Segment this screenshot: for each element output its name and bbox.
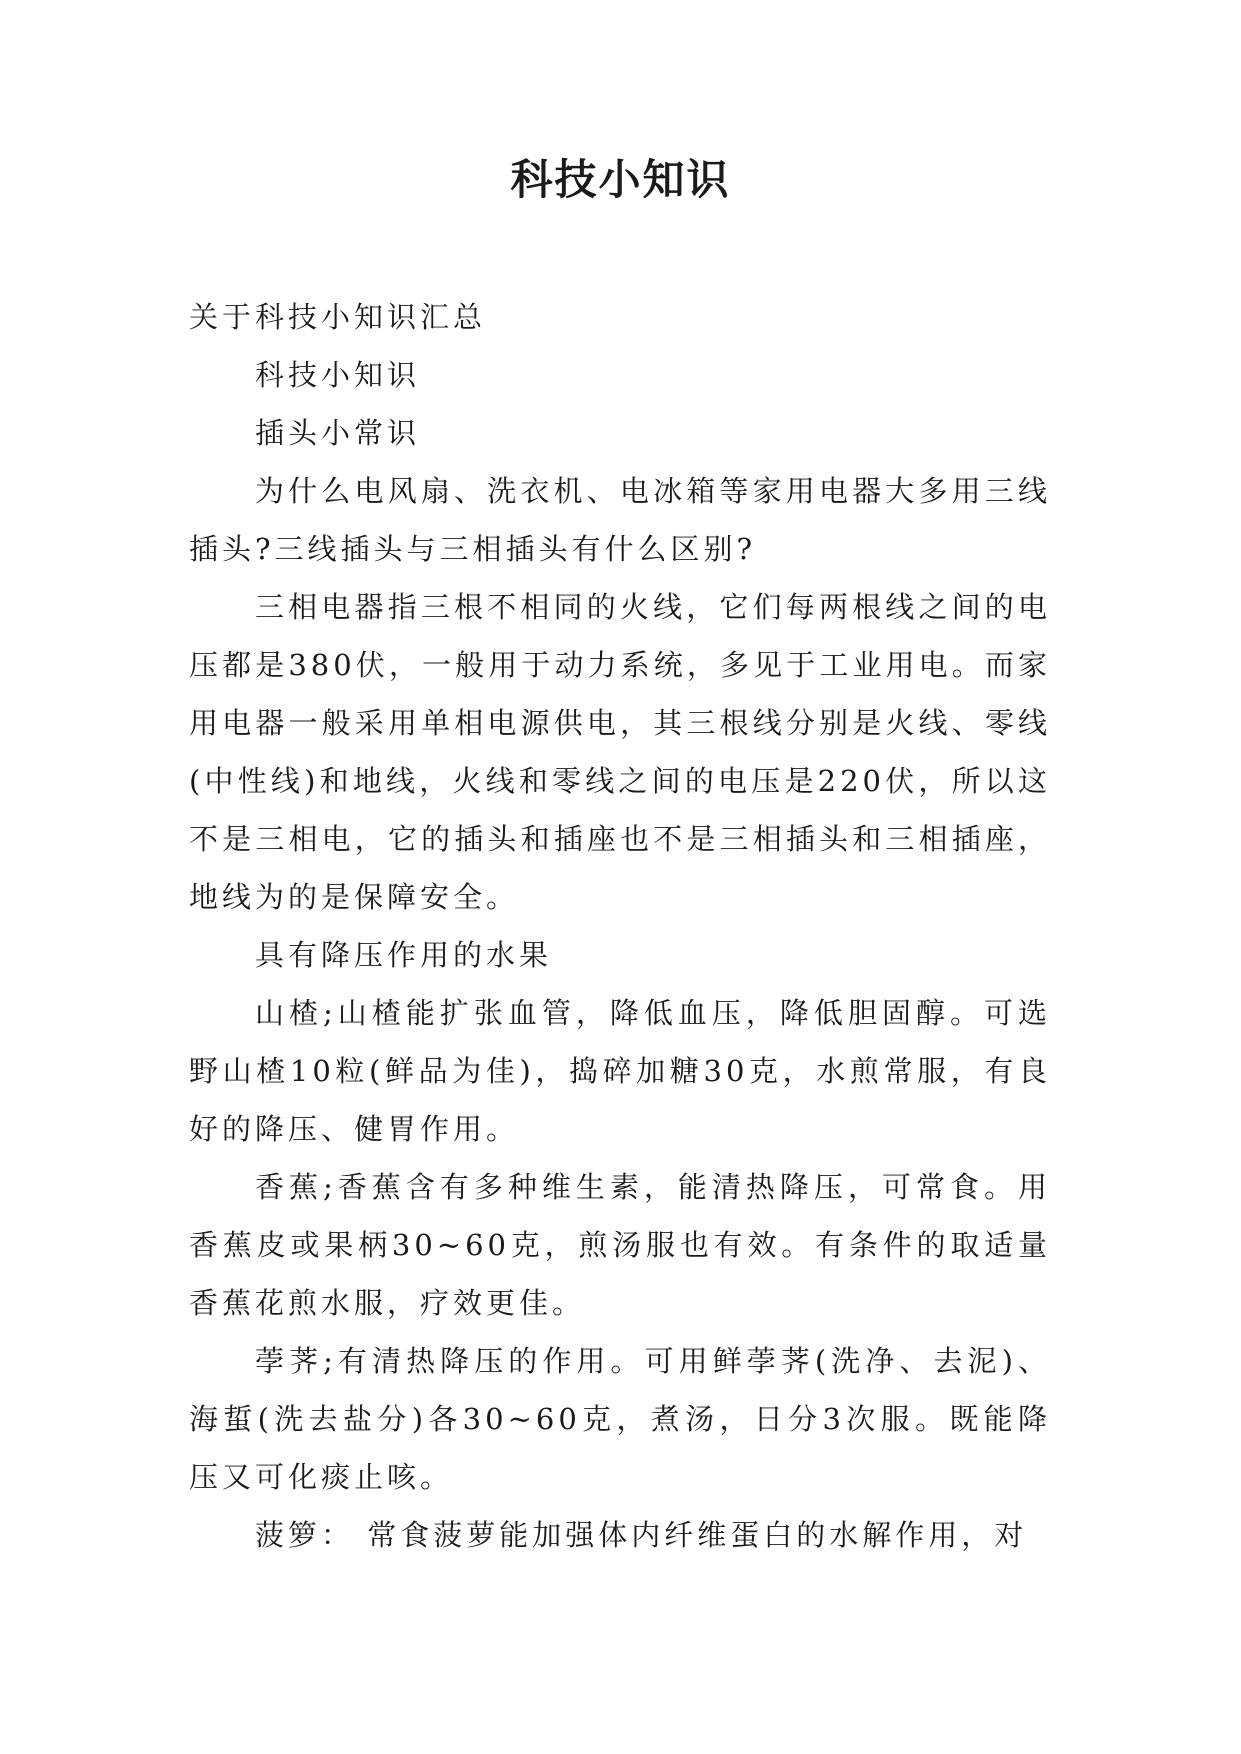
subsection-heading-fruits: 具有降压作用的水果 [255, 938, 553, 972]
document-body [189, 288, 1051, 1564]
collection-heading: 关于科技小知识汇总 [189, 300, 487, 334]
paragraph-banana: 香蕉;香蕉含有多种维生素，能清热降压，可常食。用香蕉皮或果柄30~60克，煎汤服也有效。有条件的取适量香蕉花煎水服，疗效更佳。 [189, 1170, 1051, 1320]
subsection-heading-plug: 插头小常识 [255, 416, 421, 450]
paragraph-plug-question: 为什么电风扇、洗衣机、电冰箱等家用电器大多用三线插头?三线插头与三相插头有什么区别? [189, 474, 1051, 566]
document-title: 科技小知识 [510, 155, 731, 204]
paragraph-plug-answer: 三相电器指三根不相同的火线，它们每两根线之间的电压都是380伏，一般用于动力系统，多见于工业用电。而家用电器一般采用单相电源供电，其三根线分别是火线、零线(中性线)和地线，火线和零线之间的电压是220伏，所以这不是三相电，它的插头和插座也不是三相插头和三相插座，地线为的是保障安全。 [189, 590, 1051, 914]
section-heading: 科技小知识 [255, 358, 421, 392]
paragraph-water-chestnut: 荸荠;有清热降压的作用。可用鲜荸荠(洗净、去泥)、海蜇(洗去盐分)各30~60克，煮汤，日分3次服。既能降压又可化痰止咳。 [189, 1344, 1051, 1494]
paragraph-hawthorn: 山楂;山楂能扩张血管，降低血压，降低胆固醇。可选野山楂10粒(鲜品为佳)，捣碎加糖30克，水煎常服，有良好的降压、健胃作用。 [189, 996, 1051, 1146]
paragraph-pineapple: 菠箩： 常食菠萝能加强体内纤维蛋白的水解作用，对 [255, 1518, 1028, 1552]
